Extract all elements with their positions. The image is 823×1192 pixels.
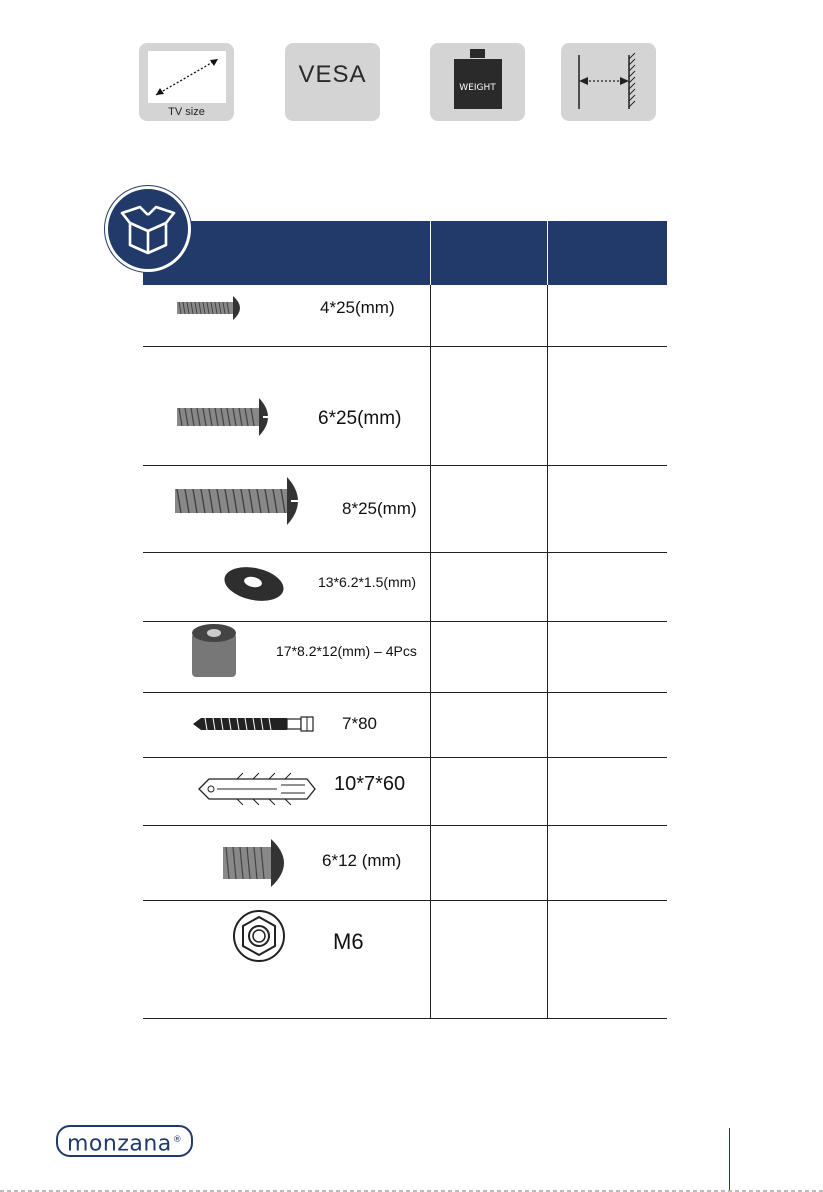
vesa-label: VESA bbox=[298, 61, 367, 88]
wall-distance-icon bbox=[561, 43, 656, 121]
table-row bbox=[143, 900, 667, 1019]
brand-logo bbox=[56, 1125, 193, 1157]
tv-screen-outline bbox=[148, 51, 226, 103]
table-row bbox=[143, 757, 667, 826]
box-icon bbox=[108, 189, 188, 269]
part-size-label: 6*25(mm) bbox=[318, 408, 402, 429]
footer-divider bbox=[729, 1128, 730, 1192]
large-screw-icon bbox=[173, 475, 309, 527]
part-size-label: 4*25(mm) bbox=[320, 298, 395, 317]
registered-mark: ® bbox=[172, 1135, 183, 1145]
wall-anchor-icon bbox=[197, 771, 317, 807]
table-row bbox=[143, 825, 667, 901]
short-screw-icon bbox=[221, 837, 295, 889]
weight-icon bbox=[430, 43, 525, 121]
table-row bbox=[143, 285, 667, 347]
table-row bbox=[143, 346, 667, 466]
brand-name: monzana bbox=[67, 1131, 172, 1157]
spacer-icon bbox=[189, 623, 239, 681]
table-row bbox=[143, 552, 667, 622]
weight-tile bbox=[430, 43, 525, 121]
flange-nut-icon bbox=[231, 908, 287, 964]
washer-icon bbox=[221, 562, 287, 606]
package-contents-badge bbox=[105, 186, 191, 272]
part-size-label: 6*12 (mm) bbox=[322, 851, 402, 870]
small-screw-icon bbox=[175, 294, 247, 322]
vesa-tile bbox=[285, 43, 380, 121]
weight-label: WEIGHT bbox=[459, 83, 496, 93]
medium-screw-icon bbox=[175, 396, 277, 438]
part-size-label: 8*25(mm) bbox=[342, 499, 417, 518]
part-size-label: 17*8.2*12(mm) – 4Pcs bbox=[276, 643, 417, 659]
table-row bbox=[143, 465, 667, 553]
part-size-label: 13*6.2*1.5(mm) bbox=[318, 574, 417, 590]
wall-distance-tile bbox=[561, 43, 656, 121]
table-row bbox=[143, 621, 667, 693]
part-size-label: 7*80 bbox=[342, 714, 377, 733]
table-header bbox=[143, 221, 667, 285]
lag-bolt-icon bbox=[191, 714, 319, 734]
tv-size-tile bbox=[139, 43, 234, 121]
diagonal-arrow-icon bbox=[148, 51, 226, 103]
part-size-label: M6 bbox=[333, 929, 364, 954]
part-size-label: 10*7*60 bbox=[334, 773, 406, 795]
tv-size-label: TV size bbox=[168, 106, 205, 118]
table-row bbox=[143, 692, 667, 758]
